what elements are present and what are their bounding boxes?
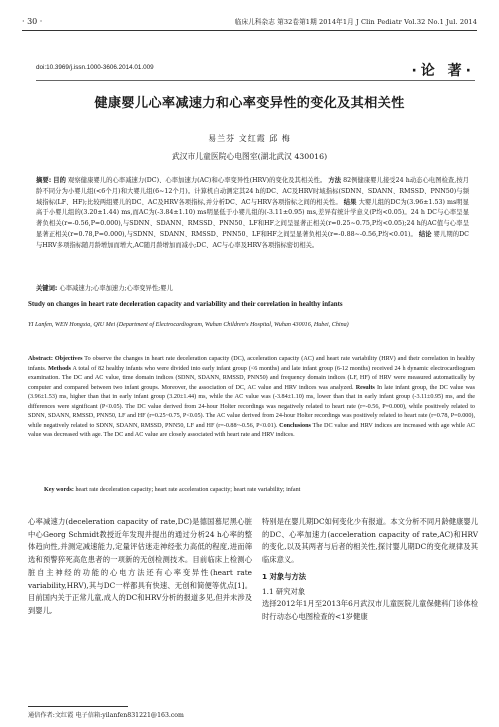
conclusions-label-en: Conclusions bbox=[279, 422, 311, 429]
results-label-cn: 结果 bbox=[343, 198, 357, 206]
methods-label-cn: 方法 bbox=[328, 177, 342, 184]
keywords-label-cn: 关键词: bbox=[36, 285, 58, 292]
keywords-label-en: Key words: bbox=[44, 487, 74, 493]
authors-en: YI Lanfen, WEN Hongxia, QIU Mei (Department of Electrocardiogram, Wuhan Children's Hospital, Wuhan 430016, Hubei, China) bbox=[28, 322, 349, 328]
section-divider bbox=[36, 80, 475, 81]
results-text-cn: 大婴儿组的DC为(3.96±1.53) ms明显高于小婴儿组的(3.20±1.44) ms,而AC为(-3.84±1.10) ms明显低于小婴儿组的(-3.11±0.95) ms,差异有统计学意义(P均<0.05)。24 h DC与心率呈显著负相关(r=-0.56,P=0.000),与SDNN、SDANN、RMSSD、PNN50、LF和HF之间呈显著正相关(r=0.25~0.75,P均<0.05);24 h的AC值与心率呈显著正相关(r=0.78,P=0.000),与SDNN、SDANN、RMSSD、PNN50、LF和HF之间呈显著负相关(r=-0.88~-0.56,P均<0.01)。 bbox=[36, 198, 469, 238]
section-heading: 1 对象与方法 bbox=[262, 571, 307, 581]
results-label-en: Results bbox=[355, 384, 375, 391]
subsection-paragraph: 选择2012年1月至2013年6月武汉市儿童医院儿童保健科门诊体检时行动态心电图检查的<1岁健康 bbox=[262, 599, 478, 621]
objectives-text-en: To observe the changes in heart rate deceleration capacity (DC), acceleration capacity (AC) and heart rate variability (HRV) and their correlation in healthy infants. bbox=[28, 356, 475, 372]
journal-citation: 临床儿科杂志 第32卷第1期 2014年1月 J Clin Pediatr Vol.32 No.1 Jul. 2014 bbox=[234, 18, 477, 26]
doi-text: doi:10.3969/j.issn.1000-3606.2014.01.009 bbox=[36, 64, 154, 71]
affiliation-cn: 武汉市儿童医院心电图室(湖北武汉 430016) bbox=[171, 152, 328, 161]
keywords-text-en: heart rate deceleration capacity; heart rate acceleration capacity; heart rate variability; infant bbox=[75, 487, 301, 493]
conclusion-text-cn: 婴儿期的DC与HRV多项指标随月龄增加而增大,AC随月龄增加而减小;DC、AC与心率及HRV各项指标密切相关。 bbox=[36, 230, 469, 249]
objective-label-cn: 目的 bbox=[53, 177, 66, 184]
body-column-right bbox=[262, 516, 478, 624]
conclusions-text-en: The DC value and HRV indices are increased with age while AC value was decreased with age. The DC and AC value are closely associated with heart rate and HRV indices. bbox=[28, 422, 475, 439]
conclusion-label-cn: 结论 bbox=[418, 230, 432, 238]
methods-label-en: Methods bbox=[48, 365, 71, 372]
footnote-divider bbox=[28, 706, 128, 707]
running-head bbox=[22, 14, 477, 28]
section-label: ·论 著· bbox=[411, 63, 475, 79]
header-divider bbox=[22, 30, 477, 31]
results-text-en: In late infant group, the DC value was (3.96±1.53) ms, higher than that in early infant group (3.20±1.44) ms, while the AC value was (-3.84±1.10) ms, lower than that in early infant group (-3.11±0.95) ms, and the differences were significant (P<0.05). The DC value derived from 24-hour Holter recordings was negatively related to heart rate (r=-0.56, P=0.000), while positively related to SDNN, SDANN, RMSSD, PNN50, LF and HF (r=0.25~0.75, P<0.05). The AC value derived from 24-hour Holter recordings was positively related to heart rate (r=0.78, P=0.000), while negatively related to SDNN, SDANN, RMSSD, PNN50, LF and HF (r=-0.88~-0.56, P<0.01). bbox=[28, 384, 476, 429]
page-number: · 30 · bbox=[22, 16, 43, 26]
subsection-heading: 1.1 研究对象 bbox=[262, 586, 306, 596]
abstract-label-en: Abstract: bbox=[28, 356, 53, 362]
keywords-en bbox=[44, 487, 475, 493]
objectives-label-en: Objectives bbox=[54, 356, 83, 362]
methods-text-en: A total of 82 healthy infants who were divided into early infant group (<6 months) and late infant group (6-12 months) received 24 h dynamic electrocardiogram examination. The DC and AC value, time domain indices (SDNN, SDANN, RMSSD, PNN50) and frequency domain indices (LF, HF) of HRV were measured automatically by computer and compared between two infant groups. Moreover, the association of DC, AC value and HRV indices was analyzed. bbox=[28, 365, 476, 391]
article-title-en: Study on changes in heart rate deceleration capacity and variability and their correlation in healthy infants bbox=[28, 301, 343, 308]
methods-text-cn: 82例健康婴儿接受24 h动态心电图检查,按月龄不同分为小婴儿组(<6个月)和大婴儿组(6~12个月)。计算机自动测定其24 h的DC、AC及HRV时域指标(SDNN、SDANN、RMSSD、PNN50)与频域指标(LF、HF);比较两组婴儿的DC、AC及HRV各项指标,并分析DC、AC与HRV各项指标之间的相关性。 bbox=[36, 177, 469, 206]
abstract-en bbox=[28, 355, 475, 441]
abstract-cn bbox=[36, 176, 469, 252]
article-title-cn: 健康婴儿心率减速力和心率变异性的变化及其相关性 bbox=[94, 96, 405, 111]
abstract-label-cn: 摘要: bbox=[36, 177, 52, 184]
body-intro-paragraph: 特别是在婴儿期DC如何变化少有报道。本文分析不同月龄健康婴儿的DC、心率加速力(acceleration capacity of rate,AC)和HRV的变化,以及其两者与后者的相关性,探讨婴儿期DC的变化规律及其临床意义。 bbox=[262, 517, 478, 565]
objective-text-cn: 观察健康婴儿的心率减速力(DC)、心率加速力(AC)和心率变异性(HRV)的变化及其相关性。 bbox=[68, 177, 327, 184]
body-column-left: 心率减速力(deceleration capacity of rate,DC)是德国慕尼黑心脏中心Georg Schmidt教授近年发现并提出的通过分析24 h心率的整体趋向性,并测定减速能力,定量评估迷走神经张力高低的程度,进而筛选和预警猝死高危患者的一项新的无创检测技术。目前临床上检测心脏自主神经的功能的心电方法还有心率变异性(heart rate variability,HRV),其与DC一样都具有快速、无创和简便等优点[1]。目前国内关于正常儿童,成人的DC和HRV分析的报道多见,但并未涉及到婴儿, bbox=[28, 517, 252, 615]
keywords-text-cn: 心率减速力;心率加速力;心率变异性;婴儿 bbox=[59, 285, 173, 292]
keywords-cn bbox=[36, 283, 469, 292]
authors-cn: 易兰芬 文红霞 邱 梅 bbox=[208, 134, 291, 143]
corresponding-author-footnote: 通信作者:文红霞 电子信箱:yilanfen831221@163.com bbox=[28, 712, 184, 719]
